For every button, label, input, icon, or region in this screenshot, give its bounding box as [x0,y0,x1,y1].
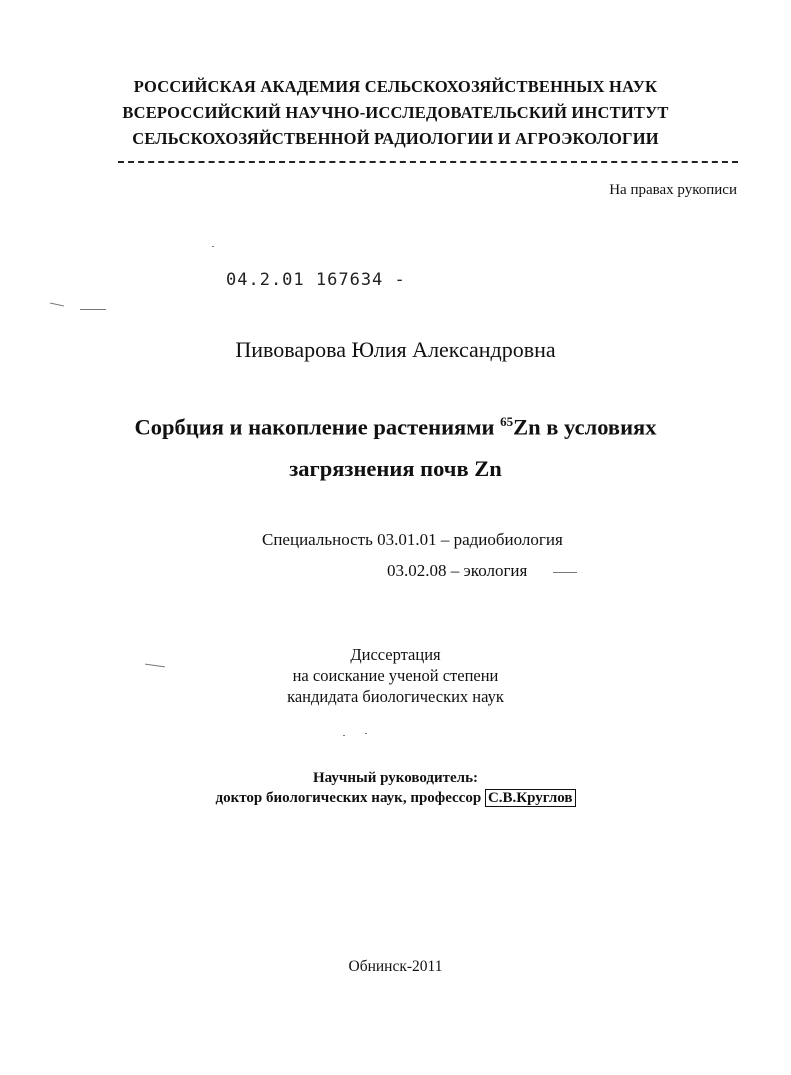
supervisor-label: Научный руководитель: [313,770,478,786]
scan-speck [80,309,106,310]
dashed-divider [118,161,738,163]
rights-note: На правах рукописи [609,182,737,198]
place-year: Обнинск-2011 [348,958,443,975]
scan-speck [365,733,367,734]
supervisor-line [0,790,791,807]
title-part-1: Сорбция и накопление растениями [134,414,501,440]
institution-line-3: СЕЛЬСКОХОЗЯЙСТВЕННОЙ РАДИОЛОГИИ И АГРОЭКОЛОГИИ [132,129,659,148]
author-name: Пивоварова Юлия Александровна [235,337,556,362]
dissertation-line-3: кандидата биологических наук [287,687,504,706]
title-part-2: Zn в условиях [513,414,657,440]
title-line-1 [0,414,791,441]
dissertation-line-1: Диссертация [350,645,441,664]
institution-line-1: РОССИЙСКАЯ АКАДЕМИЯ СЕЛЬСКОХОЗЯЙСТВЕННЫХ НАУК [133,77,658,96]
specialty-line-2: 03.02.08 – экология [387,561,528,580]
scan-speck [212,246,214,247]
isotope-mass: 65 [500,414,514,429]
specialty-line-1: Специальность 03.01.01 – радиобиология [262,530,563,549]
institution-line-2: ВСЕРОССИЙСКИЙ НАУЧНО-ИССЛЕДОВАТЕЛЬСКИЙ ИНСТИТУТ [122,103,669,122]
scan-speck [50,303,64,307]
supervisor-name: С.В.Круглов [485,789,576,807]
scan-speck [553,572,577,573]
dissertation-line-2: на соискание ученой степени [292,666,499,685]
registration-number: 04.2.01 167634 - [226,270,406,290]
supervisor-credentials: доктор биологических наук, профессор [215,790,485,806]
title-line-2: загрязнения почв Zn [289,456,502,481]
scan-speck [343,735,345,736]
